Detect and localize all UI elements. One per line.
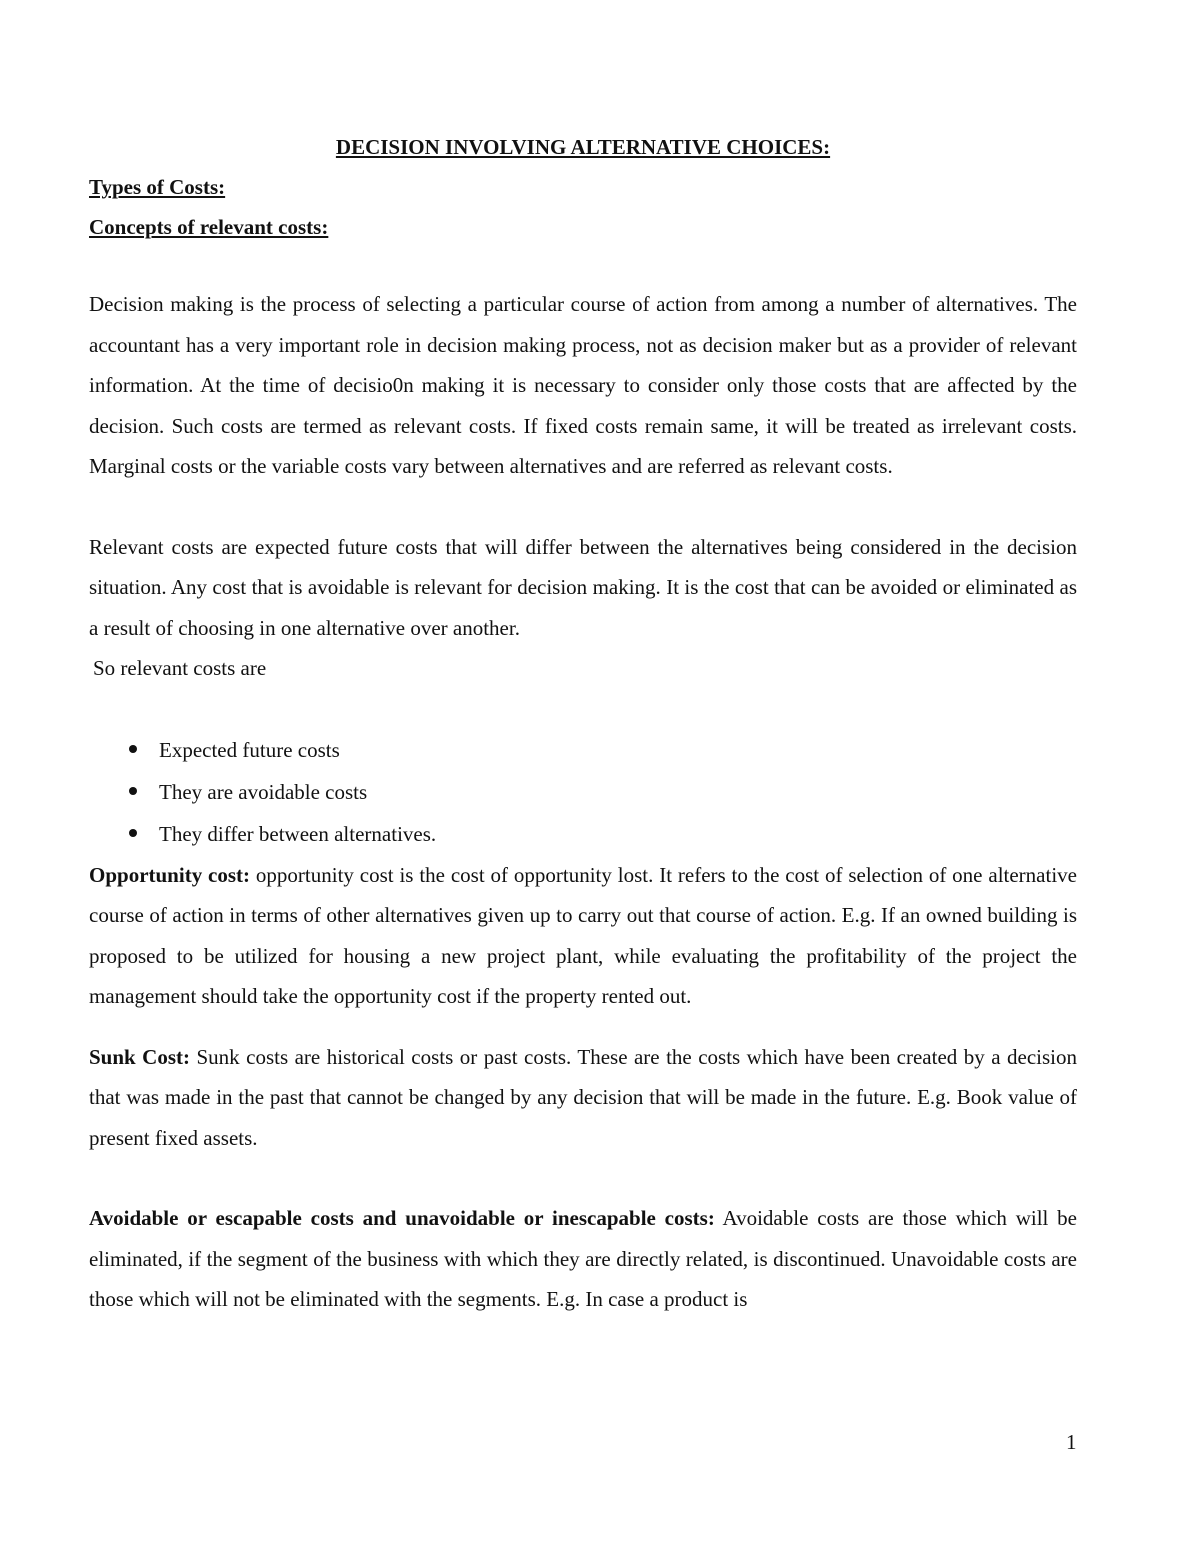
list-item-text: Expected future costs <box>159 737 340 762</box>
list-item <box>89 813 1077 855</box>
list-item <box>89 771 1077 813</box>
relevant-costs-paragraph: Relevant costs are expected future costs that will differ between the alternatives being considered in the decision situation. Any cost that is avoidable is relevant for decision making. It is the cost that can be avoided or eliminated as a result of choosing in one alternative over another. <box>89 534 1077 640</box>
opportunity-cost-text: opportunity cost is the cost of opportunity lost. It refers to the cost of selection of one alternative course of action in terms of other alternatives given up to carry out that course of action. E.g. If an owned building is proposed to be utilized for housing a new project plant, while evaluating the profitability of the project the management should take the opportunity cost if the property rented out. <box>89 862 1077 1008</box>
document-title: DECISION INVOLVING ALTERNATIVE CHOICES: <box>335 135 831 159</box>
relevant-costs-lead-in: So relevant costs are <box>93 656 267 680</box>
list-item <box>89 729 1077 771</box>
page-content <box>89 132 1077 1320</box>
relevant-costs-list <box>89 729 1077 855</box>
sunk-cost-text: Sunk costs are historical costs or past costs. These are the costs which have been created by a decision that was made in the past that cannot be changed by any decision that will be made in the future. E.g. Book value of present fixed assets. <box>89 1044 1077 1150</box>
sunk-cost-term: Sunk Cost: <box>89 1044 191 1069</box>
avoidable-cost-text: Avoidable costs are those which will be eliminated, if the segment of the business with which they are directly related, is discontinued. Unavoidable costs are those which will not be eliminated with the segments. E.g. In case a product is <box>89 1206 1077 1311</box>
paragraph-spacer <box>89 487 1077 527</box>
bullet-icon <box>129 829 137 837</box>
bullet-icon <box>129 745 137 753</box>
avoidable-cost-paragraph <box>89 1198 1077 1320</box>
list-item-text: They are avoidable costs <box>159 779 368 804</box>
subheading-relevant-costs: Concepts of relevant costs: <box>89 215 329 239</box>
intro-paragraph: Decision making is the process of selecting a particular course of action from among a number of alternatives. The accountant has a very important role in decision making process, not as decision maker but as a provider of relevant information. At the time of decisio0n making it is necessary to consider only those costs that are affected by the decision. Such costs are termed as relevant costs. If fixed costs remain same, it will be treated as irrelevant costs. Marginal costs or the variable costs vary between alternatives and are referred as relevant costs. <box>89 292 1077 478</box>
page-number: 1 <box>1066 1430 1077 1454</box>
opportunity-cost-paragraph <box>89 855 1077 1017</box>
avoidable-cost-term: Avoidable or escapable costs and unavoidable or inescapable costs: <box>89 1206 715 1230</box>
sunk-cost-paragraph <box>89 1037 1077 1159</box>
list-item-text: They differ between alternatives. <box>159 821 437 846</box>
bullet-icon <box>129 787 137 795</box>
subheading-types-of-costs: Types of Costs: <box>89 175 226 199</box>
opportunity-cost-term: Opportunity cost: <box>89 862 251 887</box>
